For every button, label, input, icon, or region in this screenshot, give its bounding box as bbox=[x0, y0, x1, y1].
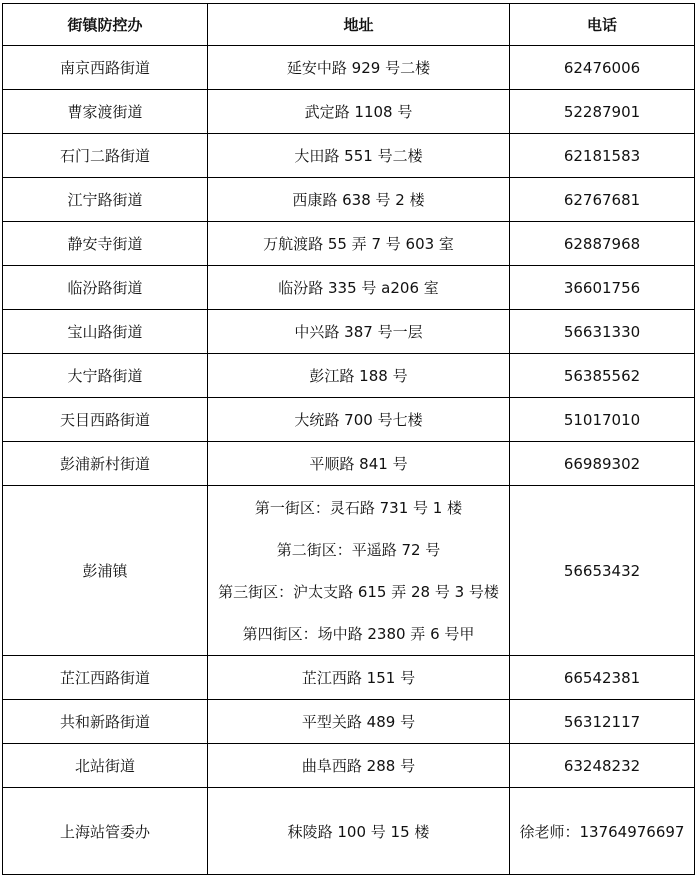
office-phone: 63248232 bbox=[510, 744, 695, 788]
office-name: 北站街道 bbox=[3, 744, 208, 788]
table-row bbox=[3, 46, 695, 90]
office-name: 彭浦新村街道 bbox=[3, 442, 208, 486]
office-phone: 56385562 bbox=[510, 354, 695, 398]
office-name: 石门二路街道 bbox=[3, 134, 208, 178]
office-name: 曹家渡街道 bbox=[3, 90, 208, 134]
table-row bbox=[3, 744, 695, 788]
office-name: 南京西路街道 bbox=[3, 46, 208, 90]
office-phone: 36601756 bbox=[510, 266, 695, 310]
office-name: 上海站管委办 bbox=[3, 788, 208, 875]
district-address: 第二街区：平遥路 72 号 bbox=[276, 540, 441, 559]
table-row bbox=[3, 398, 695, 442]
office-address: 平型关路 489 号 bbox=[208, 700, 510, 744]
office-phone: 62476006 bbox=[510, 46, 695, 90]
district-address: 第一街区：灵石路 731 号 1 楼 bbox=[254, 498, 463, 517]
office-phone: 62767681 bbox=[510, 178, 695, 222]
office-address: 大统路 700 号七楼 bbox=[208, 398, 510, 442]
office-phone: 62181583 bbox=[510, 134, 695, 178]
office-name: 大宁路街道 bbox=[3, 354, 208, 398]
table-row bbox=[3, 354, 695, 398]
table-row bbox=[3, 178, 695, 222]
office-name: 宝山路街道 bbox=[3, 310, 208, 354]
office-name: 静安寺街道 bbox=[3, 222, 208, 266]
contact-table bbox=[2, 3, 695, 875]
office-address: 西康路 638 号 2 楼 bbox=[208, 178, 510, 222]
office-name: 天目西路街道 bbox=[3, 398, 208, 442]
office-phone: 66542381 bbox=[510, 656, 695, 700]
office-phone: 56653432 bbox=[510, 486, 695, 656]
table-row bbox=[3, 266, 695, 310]
office-name: 共和新路街道 bbox=[3, 700, 208, 744]
office-address: 曲阜西路 288 号 bbox=[208, 744, 510, 788]
header-office: 街镇防控办 bbox=[3, 4, 208, 46]
office-address: 芷江西路 151 号 bbox=[208, 656, 510, 700]
office-address-districts bbox=[208, 486, 510, 656]
table-row bbox=[3, 222, 695, 266]
office-phone: 徐老师：13764976697 bbox=[510, 788, 695, 875]
header-phone: 电话 bbox=[510, 4, 695, 46]
table-header-row bbox=[3, 4, 695, 46]
office-phone: 51017010 bbox=[510, 398, 695, 442]
office-address: 武定路 1108 号 bbox=[208, 90, 510, 134]
office-name: 芷江西路街道 bbox=[3, 656, 208, 700]
header-address: 地址 bbox=[208, 4, 510, 46]
office-address: 大田路 551 号二楼 bbox=[208, 134, 510, 178]
office-phone: 52287901 bbox=[510, 90, 695, 134]
table-row bbox=[3, 700, 695, 744]
table-row bbox=[3, 90, 695, 134]
office-address: 平顺路 841 号 bbox=[208, 442, 510, 486]
district-address: 第四街区：场中路 2380 弄 6 号甲 bbox=[242, 624, 475, 643]
office-address: 秣陵路 100 号 15 楼 bbox=[208, 788, 510, 875]
office-address: 临汾路 335 号 a206 室 bbox=[208, 266, 510, 310]
office-name: 彭浦镇 bbox=[3, 486, 208, 656]
table-row bbox=[3, 788, 695, 875]
office-phone: 62887968 bbox=[510, 222, 695, 266]
table-row bbox=[3, 310, 695, 354]
office-address: 万航渡路 55 弄 7 号 603 室 bbox=[208, 222, 510, 266]
office-phone: 66989302 bbox=[510, 442, 695, 486]
table-row bbox=[3, 656, 695, 700]
office-name: 临汾路街道 bbox=[3, 266, 208, 310]
table-row bbox=[3, 442, 695, 486]
office-address: 彭江路 188 号 bbox=[208, 354, 510, 398]
office-name: 江宁路街道 bbox=[3, 178, 208, 222]
district-address: 第三街区：沪太支路 615 弄 28 号 3 号楼 bbox=[218, 582, 499, 601]
table-row bbox=[3, 486, 695, 656]
office-phone: 56312117 bbox=[510, 700, 695, 744]
office-phone: 56631330 bbox=[510, 310, 695, 354]
office-address: 延安中路 929 号二楼 bbox=[208, 46, 510, 90]
table-row bbox=[3, 134, 695, 178]
office-address: 中兴路 387 号一层 bbox=[208, 310, 510, 354]
